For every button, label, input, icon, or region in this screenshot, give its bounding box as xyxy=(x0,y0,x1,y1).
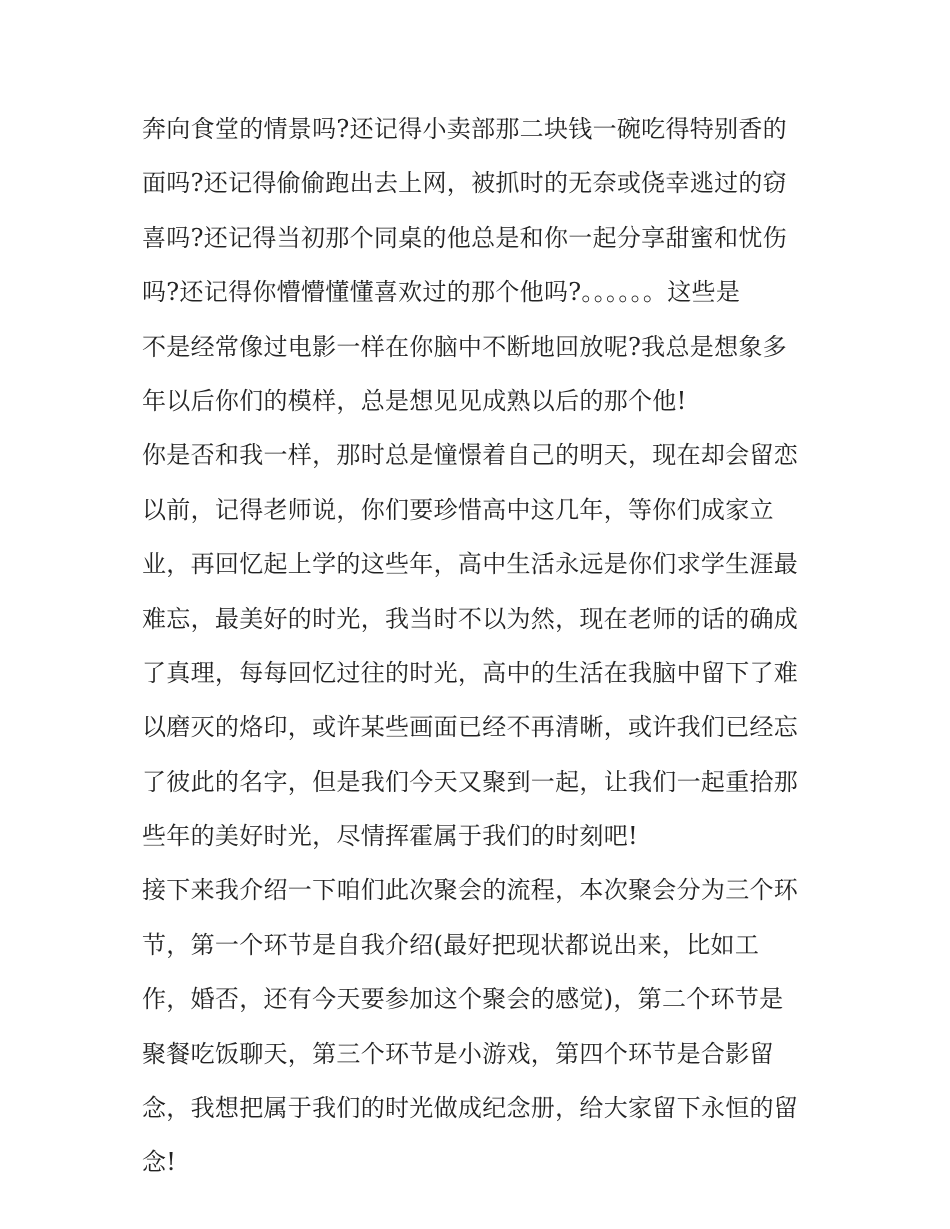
text-line: 难忘，最美好的时光，我当时不以为然，现在老师的话的确成 xyxy=(142,604,799,633)
text-line: 接下来我介绍一下咱们此次聚会的流程，本次聚会分为三个环 xyxy=(142,876,799,905)
text-line: 节，第一个环节是自我介绍(最好把现状都说出来，比如工 xyxy=(142,930,760,959)
text-line: 年以后你们的模样，总是想见见成熟以后的那个他! xyxy=(142,386,687,415)
text-line: 奔向食堂的情景吗?还记得小卖部那二块钱一碗吃得特别香的 xyxy=(142,115,787,143)
text-line: 吗?还记得你懵懵懂懂喜欢过的那个他吗?。。。。。。这些是 xyxy=(142,278,741,307)
text-line: 不是经常像过电影一样在你脑中不断地回放呢?我总是想象多 xyxy=(142,332,787,361)
text-line: 面吗?还记得偷偷跑出去上网，被抓时的无奈或侥幸逃过的窃 xyxy=(142,169,787,198)
text-line: 作，婚否，还有今天要参加这个聚会的感觉)，第二个环节是 xyxy=(142,985,784,1014)
text-line: 念，我想把属于我们的时光做成纪念册，给大家留下永恒的留 xyxy=(142,1094,799,1123)
text-line: 业，再回忆起上学的这些年，高中生活永远是你们求学生涯最 xyxy=(142,550,799,579)
text-line: 以前，记得老师说，你们要珍惜高中这几年，等你们成家立 xyxy=(142,495,774,524)
text-line: 以磨灭的烙印，或许某些画面已经不再清晰，或许我们已经忘 xyxy=(142,713,799,742)
text-line: 喜吗?还记得当初那个同桌的他总是和你一起分享甜蜜和忧伤 xyxy=(142,223,787,252)
text-line: 了彼此的名字，但是我们今天又聚到一起，让我们一起重拾那 xyxy=(142,767,799,796)
text-line: 了真理，每每回忆过往的时光，高中的生活在我脑中留下了难 xyxy=(142,658,799,687)
body-text xyxy=(142,107,822,1195)
text-line: 念! xyxy=(142,1148,177,1177)
text-line: 些年的美好时光，尽情挥霍属于我们的时刻吧! xyxy=(142,822,638,851)
text-line: 你是否和我一样，那时总是憧憬着自己的明天，现在却会留恋 xyxy=(142,441,799,470)
text-line: 聚餐吃饭聊天，第三个环节是小游戏，第四个环节是合影留 xyxy=(142,1039,774,1068)
